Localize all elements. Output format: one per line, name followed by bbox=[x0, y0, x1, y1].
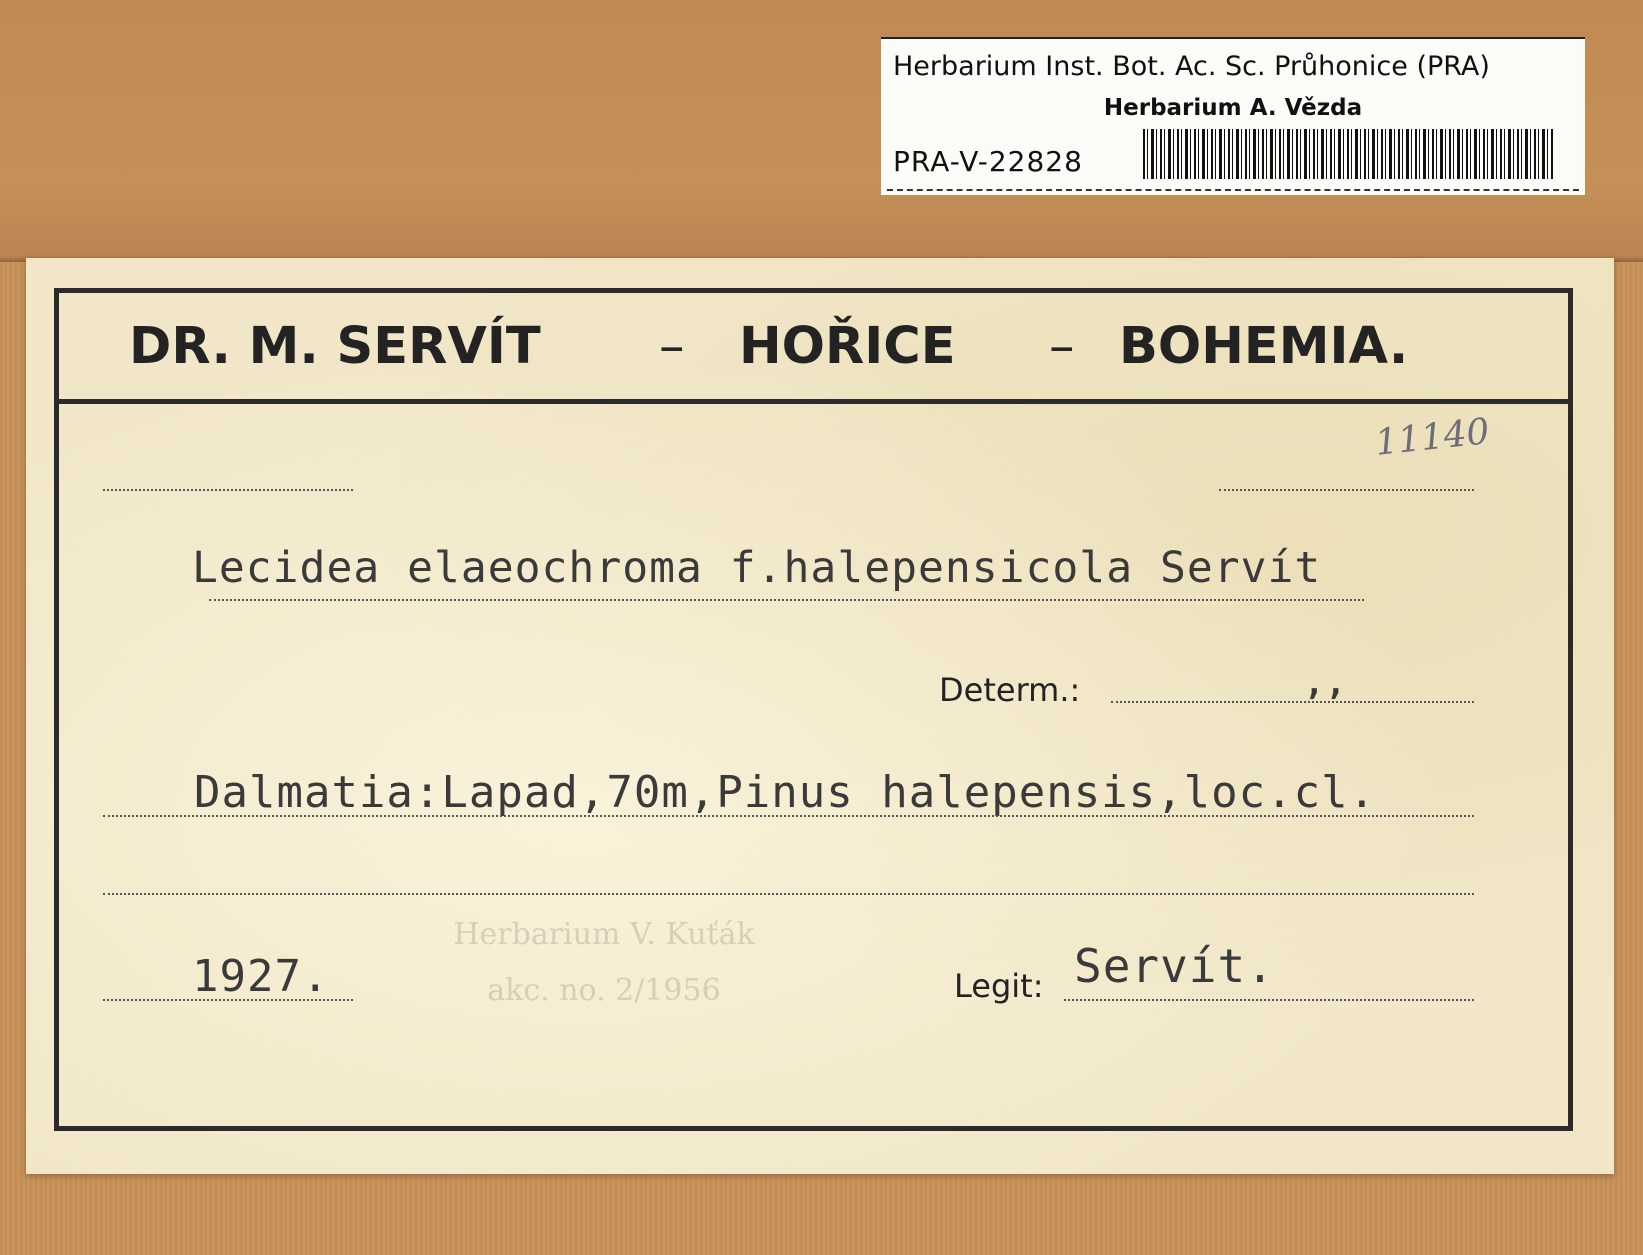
locality: Dalmatia:Lapad,70m,Pinus halepensis,loc.cl. bbox=[194, 767, 1377, 818]
taxon-name: Lecidea elaeochroma f.halepensicola Servít bbox=[192, 543, 1322, 593]
legit-label: Legit: bbox=[954, 967, 1044, 1005]
faded-stamp bbox=[359, 907, 849, 1019]
determ-value: ,, bbox=[1304, 663, 1347, 703]
header-dash-2: – bbox=[1049, 317, 1075, 376]
legit-value: Servít. bbox=[1074, 939, 1275, 993]
label-header bbox=[59, 307, 1568, 387]
header-country: BOHEMIA. bbox=[1119, 317, 1409, 376]
dotted-line-blank bbox=[103, 893, 1474, 895]
collection-year: 1927. bbox=[192, 951, 330, 1002]
dotted-line-top-right bbox=[1219, 489, 1474, 491]
stamp-line-2: akc. no. 2/1956 bbox=[487, 973, 721, 1008]
header-name: DR. M. SERVÍT bbox=[129, 317, 541, 376]
stamp-line-1: Herbarium V. Kuťák bbox=[453, 917, 755, 952]
handwritten-number: 11140 bbox=[1373, 411, 1492, 464]
cut-line bbox=[887, 189, 1579, 191]
dotted-line-top-left bbox=[103, 489, 353, 491]
label-frame bbox=[54, 288, 1573, 1131]
header-place: HOŘICE bbox=[739, 317, 956, 376]
header-separator bbox=[59, 399, 1568, 404]
dotted-line-legit bbox=[1064, 999, 1474, 1001]
institution-name: Herbarium Inst. Bot. Ac. Sc. Průhonice (PRA) bbox=[893, 51, 1490, 82]
collection-name: Herbarium A. Vězda bbox=[1103, 95, 1363, 121]
dotted-line-locality bbox=[103, 815, 1474, 817]
dotted-line-determ bbox=[1111, 701, 1474, 703]
specimen-label bbox=[26, 258, 1614, 1174]
determ-label: Determ.: bbox=[939, 671, 1081, 709]
header-dash-1: – bbox=[659, 317, 685, 376]
barcode bbox=[1143, 129, 1555, 179]
dotted-line-taxon bbox=[209, 599, 1364, 601]
accession-number: PRA-V-22828 bbox=[893, 145, 1083, 178]
dotted-line-year bbox=[103, 999, 353, 1001]
institution-label bbox=[881, 37, 1585, 195]
